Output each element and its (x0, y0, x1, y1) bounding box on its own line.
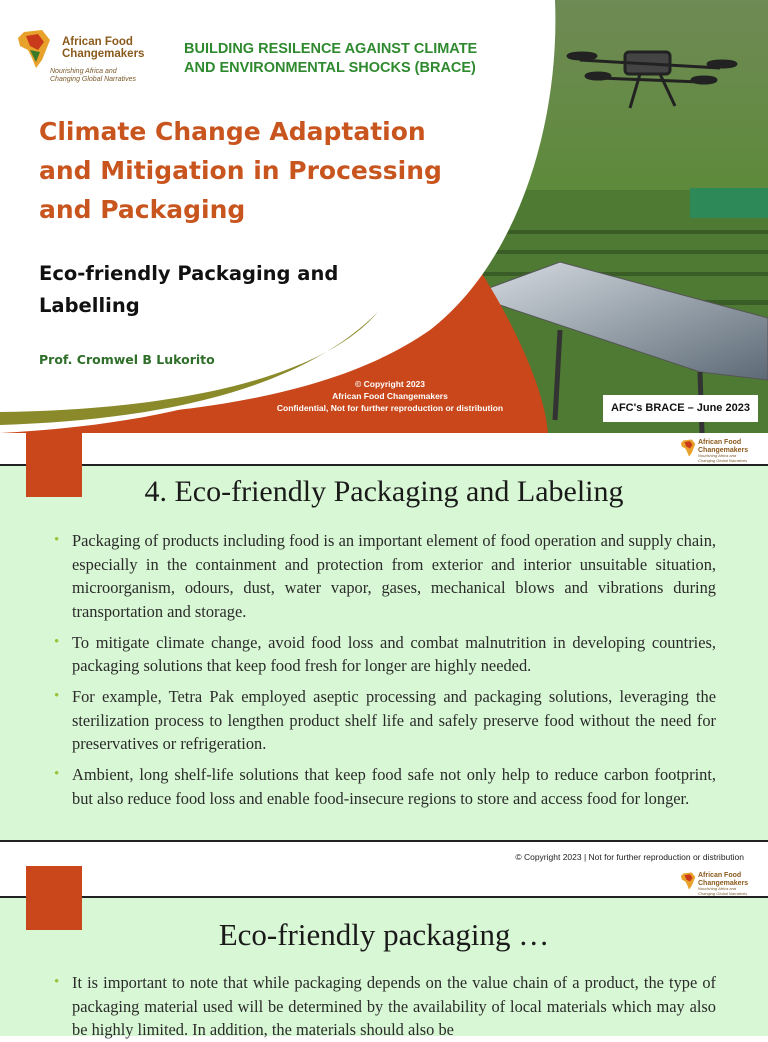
list-item: • To mitigate climate change, avoid food loss and combat malnutrition in developing countries, packaging solutions that keep food fresh for longer are highly needed. (54, 632, 716, 675)
small-logo-name: African Food Changemakers (698, 439, 749, 454)
bullet-icon: • (54, 688, 60, 704)
author-name: Prof. Cromwel B Lukorito (39, 352, 215, 367)
logo-tagline: Nourishing Africa and Changing Global Narratives (50, 68, 136, 83)
afc-small-logo (680, 436, 750, 464)
afc-small-logo (680, 869, 750, 897)
bullet-list (54, 529, 716, 818)
afc-logo (16, 28, 166, 83)
bullet-icon: • (54, 766, 60, 782)
date-badge: AFC's BRACE – June 2023 (603, 395, 758, 422)
content-slide-eco-packaging (0, 869, 768, 1039)
bullet-icon: • (54, 974, 60, 990)
title-slide (0, 0, 768, 433)
bullet-list (54, 971, 716, 1042)
small-logo-tagline: Nourishing Africa and Changing Global Narratives (698, 453, 748, 463)
slide-title: 4. Eco-friendly Packaging and Labeling (144, 475, 624, 508)
list-item: • For example, Tetra Pak employed aseptic processing and packaging solutions, leveraging the sterilization process to lengthen product shelf life and safely preserve food without the need for preservatives or refrigeration. (54, 687, 716, 753)
list-item: • Ambient, long shelf-life solutions that keep food safe not only help to reduce carbon footprint, but also reduce food loss and enable food-insecure regions to store and access food for longer. (54, 765, 716, 808)
africa-map-logo-icon (16, 28, 56, 70)
small-logo-name: African Food Changemakers (698, 872, 749, 887)
list-item: • Packaging of products including food is an important element of food operation and supply chain, especially in the containment and protection from exterior and interior unsuitable situation, microorganism, odours, dust, water vapor, gases, mechanical blows and vibrations during transportation and storage. (54, 531, 716, 621)
slide-footer: © Copyright 2023 | Not for further reproduction or distribution (515, 852, 744, 862)
slide-title: Eco-friendly packaging … (218, 917, 550, 952)
list-item: • It is important to note that while packaging depends on the value chain of a product, the type of packaging material used will be determined by the availability of local materials which may also be highly limited. In addition, the materials should also be (54, 973, 716, 1039)
copyright-notice: © Copyright 2023 African Food Changemakers Confidential, Not for further reproduction or distribution (276, 379, 504, 413)
program-title: BUILDING RESILENCE AGAINST CLIMATE AND ENVIRONMENTAL SHOCKS (BRACE) (184, 41, 478, 76)
presentation-subtitle: Eco-friendly Packaging and Labelling (39, 262, 339, 317)
africa-map-logo-icon (680, 437, 698, 459)
africa-map-logo-icon (680, 870, 698, 892)
content-slide-packaging-labeling (0, 433, 768, 869)
small-logo-tagline: Nourishing Africa and Changing Global Narratives (698, 886, 748, 896)
logo-name: African Food Changemakers (62, 36, 145, 60)
presentation-title: Climate Change Adaptation and Mitigation in Processing and Packaging (39, 117, 442, 224)
bullet-icon: • (54, 633, 60, 650)
bullet-icon: • (54, 532, 60, 548)
